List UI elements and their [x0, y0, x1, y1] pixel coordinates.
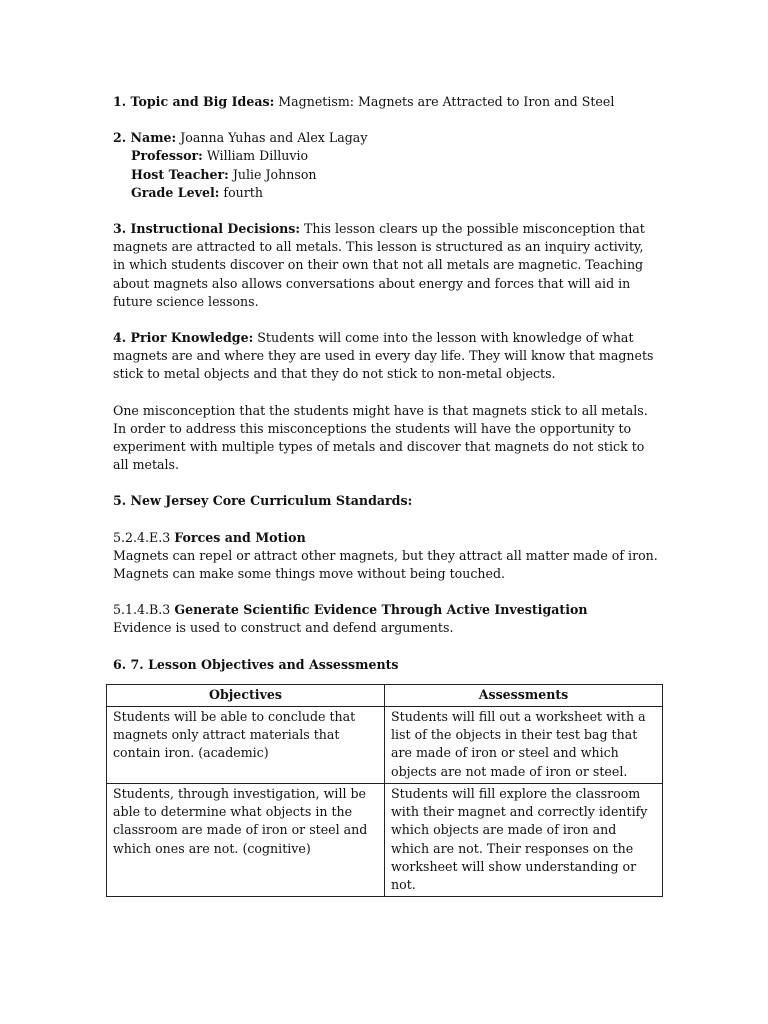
name-line — [113, 129, 658, 147]
objective-cell: Students, through investigation, will be able to determine what objects in the classroom are made of iron or steel and which ones are not. (cognitive) — [107, 783, 385, 896]
grade-level-label: Grade Level: — [131, 184, 220, 200]
assessments-header: Assessments — [385, 684, 663, 706]
standard-1-line: Magnets can make some things move without being touched. — [113, 566, 506, 582]
assessment-cell: Students will fill out a worksheet with a list of the objects in their test bag that are made of iron or steel and which objects are not made of iron or steel. — [385, 707, 663, 784]
standard-1-title-line — [113, 529, 658, 547]
prior-knowledge-line: stick to metal objects and that they do not stick to non-metal objects. — [113, 366, 556, 382]
misconception-line: In order to address this misconceptions the students will have the opportunity to — [113, 420, 632, 436]
standard-2-title-line — [113, 601, 658, 619]
objectives-header: Objectives — [107, 684, 385, 706]
topic-line — [113, 93, 658, 111]
assessment-cell: Students will fill explore the classroom with their magnet and correctly identify which objects are made of iron and which are not. Their responses on the worksheet will show understanding or not. — [385, 783, 663, 896]
prior-knowledge-text: Students will come into the lesson with knowledge of what — [257, 330, 634, 346]
prior-knowledge-label: 4. Prior Knowledge: — [113, 330, 254, 346]
professor-line — [113, 147, 658, 165]
standard-2-code: 5.1.4.B.3 — [113, 602, 171, 618]
standard-1-line: Magnets can repel or attract other magnets, but they attract all matter made of iron. — [113, 547, 658, 563]
host-teacher-label: Host Teacher: — [131, 166, 229, 182]
table-row — [107, 707, 663, 784]
professor-value: William Dilluvio — [206, 148, 309, 164]
instructional-decisions-line: future science lessons. — [113, 293, 259, 309]
topic-label: 1. Topic and Big Ideas: — [113, 94, 275, 109]
name-label: 2. Name: — [113, 130, 177, 146]
table-row — [107, 783, 663, 896]
prior-knowledge-line-1 — [113, 329, 658, 347]
instructional-decisions-label: 3. Instructional Decisions: — [113, 221, 300, 237]
instructional-decisions-line: about magnets also allows conversations about energy and forces that will aid in — [113, 275, 631, 291]
table-header-row — [107, 684, 663, 706]
name-value: Joanna Yuhas and Alex Lagay — [180, 130, 368, 146]
objectives-assessments-table — [106, 684, 663, 897]
misconception-line: all metals. — [113, 457, 180, 473]
host-teacher-value: Julie Johnson — [232, 166, 317, 182]
grade-level-value: fourth — [223, 184, 263, 200]
objective-cell: Students will be able to conclude that magnets only attract materials that contain iron. (academic) — [107, 707, 385, 784]
objectives-heading: 6. 7. Lesson Objectives and Assessments — [113, 656, 399, 672]
misconception-line: experiment with multiple types of metals and discover that magnets do not stick to — [113, 439, 645, 455]
standard-2-title: Generate Scientific Evidence Through Active Investigation — [174, 602, 588, 618]
standards-heading: 5. New Jersey Core Curriculum Standards: — [113, 493, 413, 509]
topic-text: Magnetism: Magnets are Attracted to Iron and Steel — [278, 94, 615, 109]
professor-label: Professor: — [131, 148, 203, 164]
instructional-decisions-line: in which students discover on their own that not all metals are magnetic. Teaching — [113, 257, 644, 273]
grade-level-line — [113, 184, 658, 202]
misconception-line: One misconception that the students might have is that magnets stick to all metals. — [113, 402, 648, 418]
instructional-decisions-line: magnets are attracted to all metals. This lesson is structured as an inquiry activity, — [113, 239, 644, 255]
standard-2-line: Evidence is used to construct and defend arguments. — [113, 620, 454, 636]
instructional-decisions-line-1 — [113, 220, 658, 238]
prior-knowledge-line: magnets are and where they are used in every day life. They will know that magnets — [113, 348, 654, 364]
host-teacher-line — [113, 166, 658, 184]
standard-1-code: 5.2.4.E.3 — [113, 529, 171, 545]
instructional-decisions-text: This lesson clears up the possible misconception that — [304, 221, 645, 237]
lesson-plan-body — [113, 93, 658, 897]
standard-1-title: Forces and Motion — [174, 529, 306, 545]
